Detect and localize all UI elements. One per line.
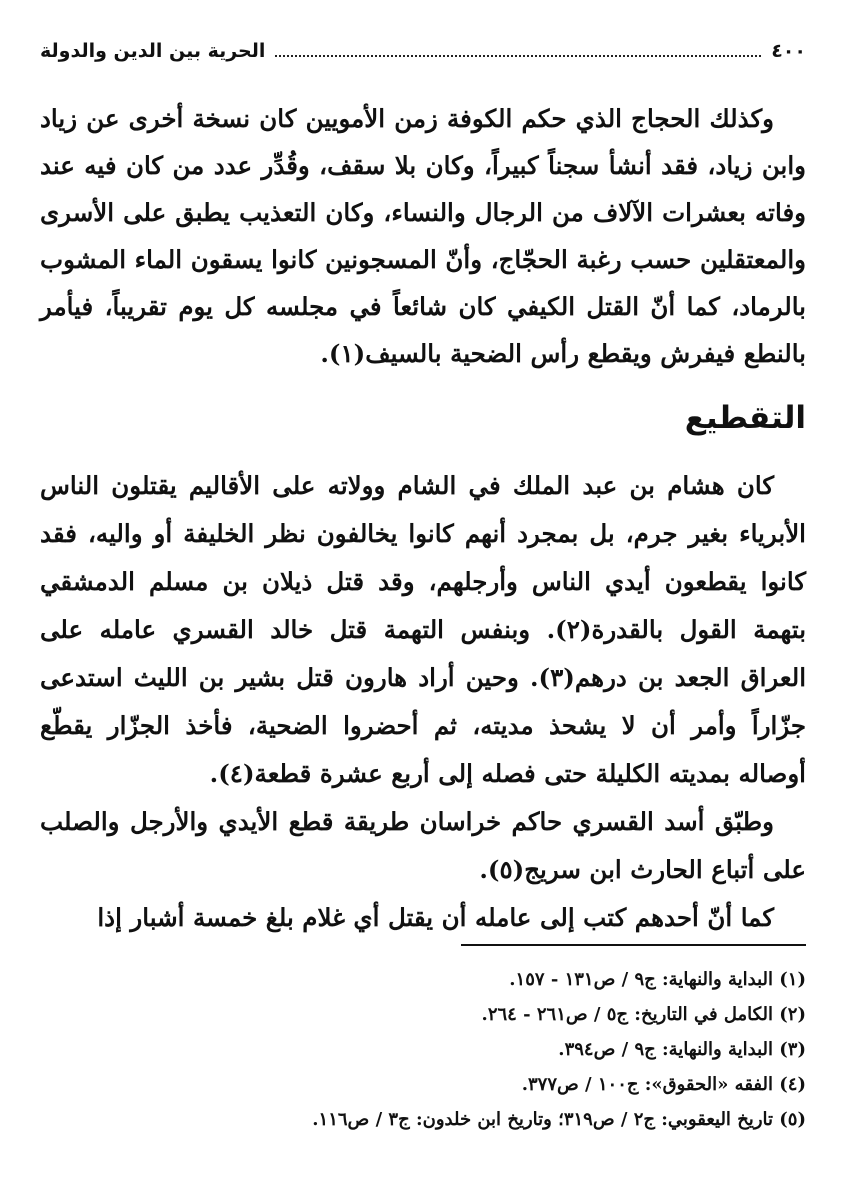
paragraph-asad: وطبّق أسد القسري حاكم خراسان طريقة قطع الأيدي والأرجل والصلب على أتباع الحارث ابن سريج(٥). — [40, 807, 806, 884]
footnote-2: (٢) الكامل في التاريخ: ج٥ / ص٢٦١ - ٢٦٤. — [481, 1004, 806, 1025]
footnotes — [40, 962, 806, 1137]
paragraph-hajjaj: وكذلك الحجاج الذي حكم الكوفة زمن الأمويين كان نسخة أخرى عن زياد وابن زياد، فقد أنشأ سجناً كبيراً، وكان بلا سقف، وقُدِّر عدد من كان فيه عند وفاته بعشرات الآلاف من الرجال والنساء، وكان التعذيب يطبق على الأسرى والمعتقلين حسب رغبة الحجّاج، وأنّ المسجونين كانوا يسقون الماء المشوب بالرماد، كما أنّ القتل الكيفي كان شائعاً في مجلسه كل يوم تقريباً، فيأمر بالنطع فيفرش ويقطع رأس الضحية بالسيف(١). — [40, 104, 806, 368]
footnote-1: (١) البداية والنهاية: ج٩ / ص١٣١ - ١٥٧. — [509, 969, 806, 990]
paragraph-continuation: كما أنّ أحدهم كتب إلى عامله أن يقتل أي غلام بلغ خمسة أشبار إذا — [97, 903, 774, 932]
footnote-3: (٣) البداية والنهاية: ج٩ / ص٣٩٤. — [558, 1039, 806, 1060]
header-dotted-leader — [275, 55, 761, 57]
running-title: الحرية بين الدين والدولة — [40, 40, 266, 62]
footnote-divider — [461, 944, 806, 946]
section-heading: التقطيع — [684, 400, 806, 436]
opening-text — [40, 95, 806, 377]
footnote-4: (٤) الفقه «الحقوق»: ج١٠٠ / ص٣٧٧. — [521, 1074, 806, 1095]
section-text — [40, 462, 806, 942]
footnote-5: (٥) تاريخ اليعقوبي: ج٢ / ص٣١٩؛ وتاريخ ابن خلدون: ج٣ / ص١١٦. — [312, 1109, 806, 1130]
paragraph-hisham: كان هشام بن عبد الملك في الشام وولاته على الأقاليم يقتلون الناس الأبرياء بغير جرم، بل بمجرد أنهم كانوا يخالفون نظر الخليفة أو واليه، فقد كانوا يقطعون أيدي الناس وأرجلهم، وقد قتل ذيلان بن مسلم الدمشقي بتهمة القول بالقدرة(٢). وبنفس التهمة قتل خالد القسري عامله على العراق الجعد بن درهم(٣). وحين أراد هارون قتل بشير بن الليث استدعى جزّاراً وأمر أن لا يشحذ مديته، ثم أحضروا الضحية، فأخذ الجزّار يقطّع أوصاله بمديته الكليلة حتى فصله إلى أربع عشرة قطعة(٤). — [40, 471, 807, 788]
page-header — [40, 36, 806, 66]
page-number: ٤٠٠ — [771, 40, 806, 62]
